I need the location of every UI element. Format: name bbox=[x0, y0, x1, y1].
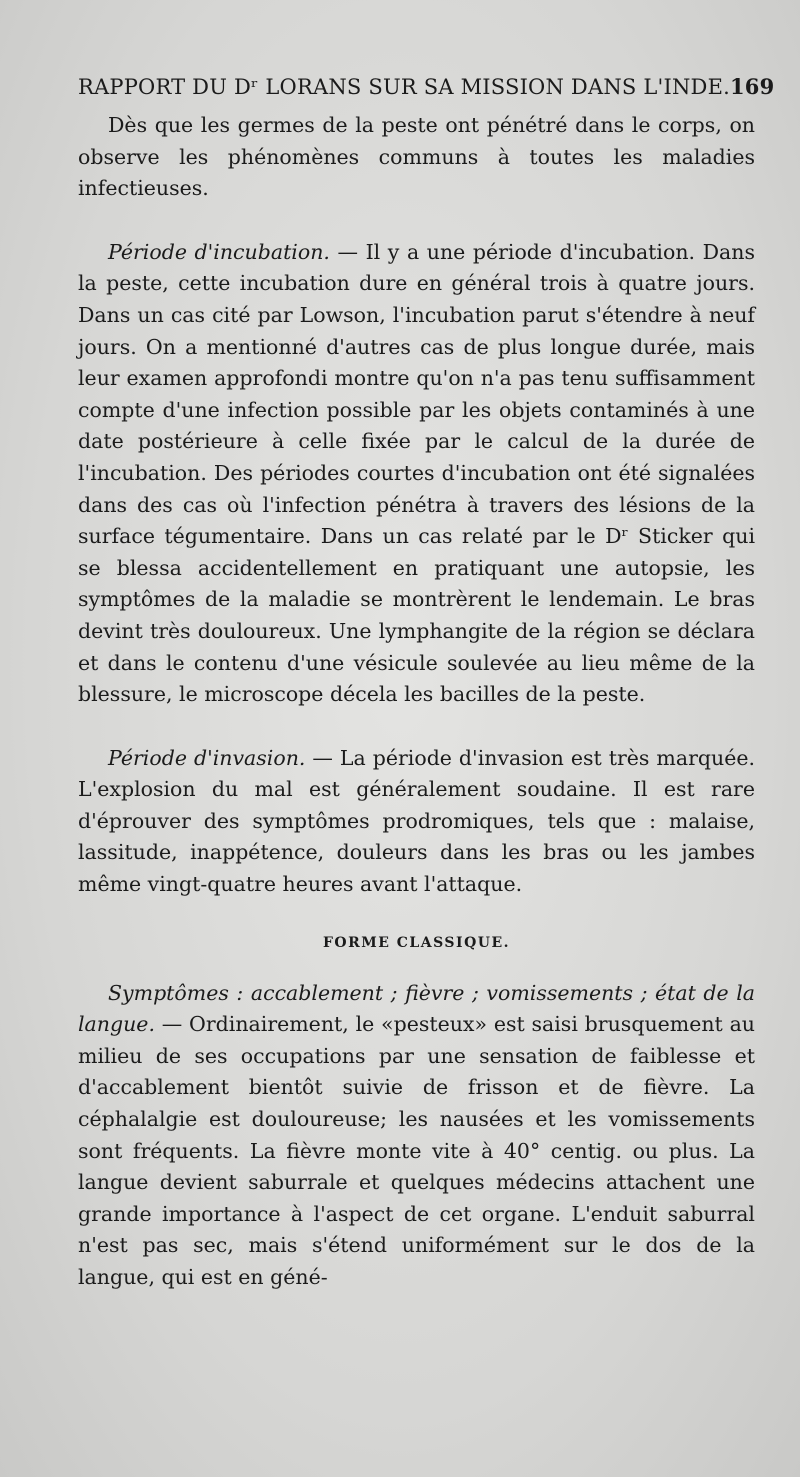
invasion-run-in-heading: Période d'invasion. bbox=[108, 745, 306, 770]
running-head bbox=[78, 72, 775, 102]
symptomes-text: — Ordinairement, le «pesteux» est saisi brusquement au milieu de ses occupations par une sensation de faiblesse et d'accablement bientôt suivie de frisson et de fièvre. La céphalalgie est douloureuse; les nausées et les vomissements sont fréquents. La fièvre monte vite à 40° centig. ou plus. La langue devient saburrale et quelques médecins attachent une grande importance à l'aspect de cet organe. L'enduit saburral n'est pas sec, mais s'étend uniformément sur le dos de la langue, qui est en géné- bbox=[78, 1012, 755, 1289]
incubation-run-in-heading: Période d'incubation. bbox=[108, 239, 330, 264]
section-heading: FORME CLASSIQUE. bbox=[322, 934, 511, 951]
invasion-text: — La période d'invasion est très marquée. L'explosion du mal est généralement soudaine. Il est rare d'éprouver des symptômes prodromiques, tels que : malaise, lassitude, inappétence, douleurs dans les bras ou les jambes même vingt-quatre heures avant l'attaque. bbox=[78, 745, 756, 897]
body-text bbox=[78, 110, 755, 1294]
intro-paragraph bbox=[78, 110, 755, 205]
incubation-text: — Il y a une période d'incubation. Dans la peste, cette incubation dure en général trois à quatre jours. Dans un cas cité par Lowson, l'incubation parut s'étendre à neuf jours. On a mentionné d'autres cas de plus longue durée, mais leur examen approfondi montre qu'on n'a pas tenu suffisamment compte d'une infection possible par les objets contaminés à une date postérieure à celle fixée par le calcul de la durée de l'incubation. Des périodes courtes d'incubation ont été signalées dans des cas où l'infection pénétra à travers des lésions de la surface tégumentaire. Dans un cas relaté par le Dʳ Sticker qui se blessa accidentellement en pratiquant une autopsie, les symptômes de la maladie se montrèrent le lendemain. Le bras devint très douloureux. Une lymphangite de la région se déclara et dans le contenu d'une vésicule soulevée au lieu même de la blessure, le microscope décela les bacilles de la peste. bbox=[78, 239, 755, 707]
invasion-paragraph bbox=[78, 743, 755, 901]
running-title: RAPPORT DU Dʳ LORANS SUR SA MISSION DANS L'INDE. bbox=[78, 75, 730, 99]
paragraph-gap bbox=[78, 711, 755, 743]
symptomes-run-in-heading: Symptômes : accablement ; fièvre ; vomissements ; état de la langue. bbox=[78, 980, 755, 1037]
paragraph-gap bbox=[78, 205, 755, 237]
intro-text: Dès que les germes de la peste ont pénétré dans le corps, on observe les phénomènes communs à toutes les maladies infectieuses. bbox=[78, 113, 755, 201]
symptomes-paragraph bbox=[78, 978, 755, 1294]
incubation-paragraph bbox=[78, 237, 755, 711]
page-number: 169 bbox=[730, 74, 775, 99]
